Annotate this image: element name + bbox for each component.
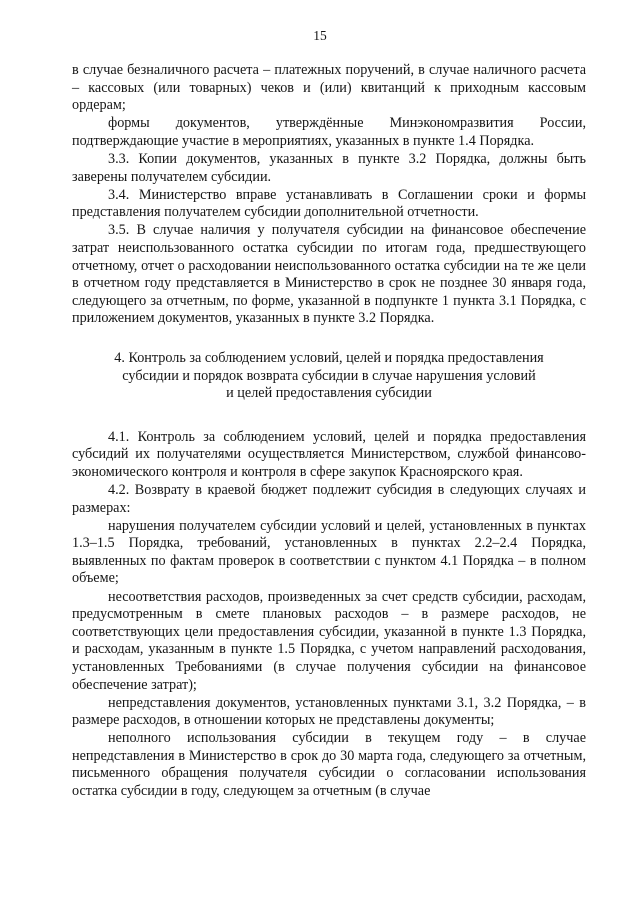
paragraph-expense-mismatch: несоответствия расходов, произведенных за счет средств субсидии, расходам, предусмотренным в смете плановых расходов – в размере расходов, не соответствующих цели предоставления субсидии, указанной в пункте 1.3 Порядка, и расходам, указанным в пункте 1.5 Порядка, с учетом направлений расходования, установленных Требованиями (в случае получения субсидии на финансовое обеспечение затрат); xyxy=(72,588,586,693)
paragraph-4-1: 4.1. Контроль за соблюдением условий, целей и порядка предоставления субсидий их получателями осуществляется Министерством, службой финансово-экономического контроля и контроля в сфере закупок Красноярского края. xyxy=(72,428,586,480)
paragraph-3-5: 3.5. В случае наличия у получателя субсидии на финансовое обеспечение затрат неиспользованного остатка субсидии по итогам года, предшествующего отчетному, отчет о расходовании неиспользованного остатка субсидии на те же цели в отчетном году представляется в Министерство в срок не позднее 30 января года, следующего за отчетным, по форме, указанной в подпункте 1 пункта 3.1 Порядка, с приложением документов, указанных в пункте 3.2 Порядка. xyxy=(72,222,586,327)
document-body xyxy=(72,62,586,801)
paragraph-4-2: 4.2. Возврату в краевой бюджет подлежит субсидия в следующих случаях и размерах: xyxy=(72,481,586,516)
section-heading-line: 4. Контроль за соблюдением условий, целей и порядка предоставления xyxy=(114,349,544,366)
paragraph-missing-documents: непредставления документов, установленных пунктами 3.1, 3.2 Порядка, – в размере расходов, в отношении которых не представлены документы; xyxy=(72,694,586,729)
paragraph-incomplete-use: неполного использования субсидии в текущем году – в случае непредставления в Министерство в срок до 30 марта года, следующего за отчетным, письменного обращения получателя субсидии о согласовании использования остатка субсидии в году, следующем за отчетным (в случае xyxy=(72,730,586,800)
page-number: 15 xyxy=(313,28,327,43)
paragraph-violation-conditions: нарушения получателем субсидии условий и целей, установленных в пунктах 1.3–1.5 Порядка, требований, установленных в пунктах 2.2–2.4 Порядка, выявленных по фактам проверок в соответствии с пунктом 4.1 Порядка – в полном объеме; xyxy=(72,517,586,587)
section-4-heading xyxy=(72,350,586,403)
section-heading-line: субсидии и порядок возврата субсидии в случае нарушения условий xyxy=(122,367,536,384)
paragraph-3-3: 3.3. Копии документов, указанных в пункте 3.2 Порядка, должны быть заверены получателем субсидии. xyxy=(72,150,586,185)
paragraph-3-4: 3.4. Министерство вправе устанавливать в Соглашении сроки и формы представления получателем субсидии дополнительной отчетности. xyxy=(72,186,586,221)
paragraph-payment-documents: в случае безналичного расчета – платежных поручений, в случае наличного расчета – кассовых (или товарных) чеков и (или) квитанций к приходным кассовым ордерам; xyxy=(72,62,586,114)
paragraph-forms-documents: формы документов, утверждённые Минэкономразвития России, подтверждающие участие в мероприятиях, указанных в пункте 1.4 Порядка. xyxy=(72,115,586,149)
section-heading-line: и целей предоставления субсидии xyxy=(226,385,432,402)
